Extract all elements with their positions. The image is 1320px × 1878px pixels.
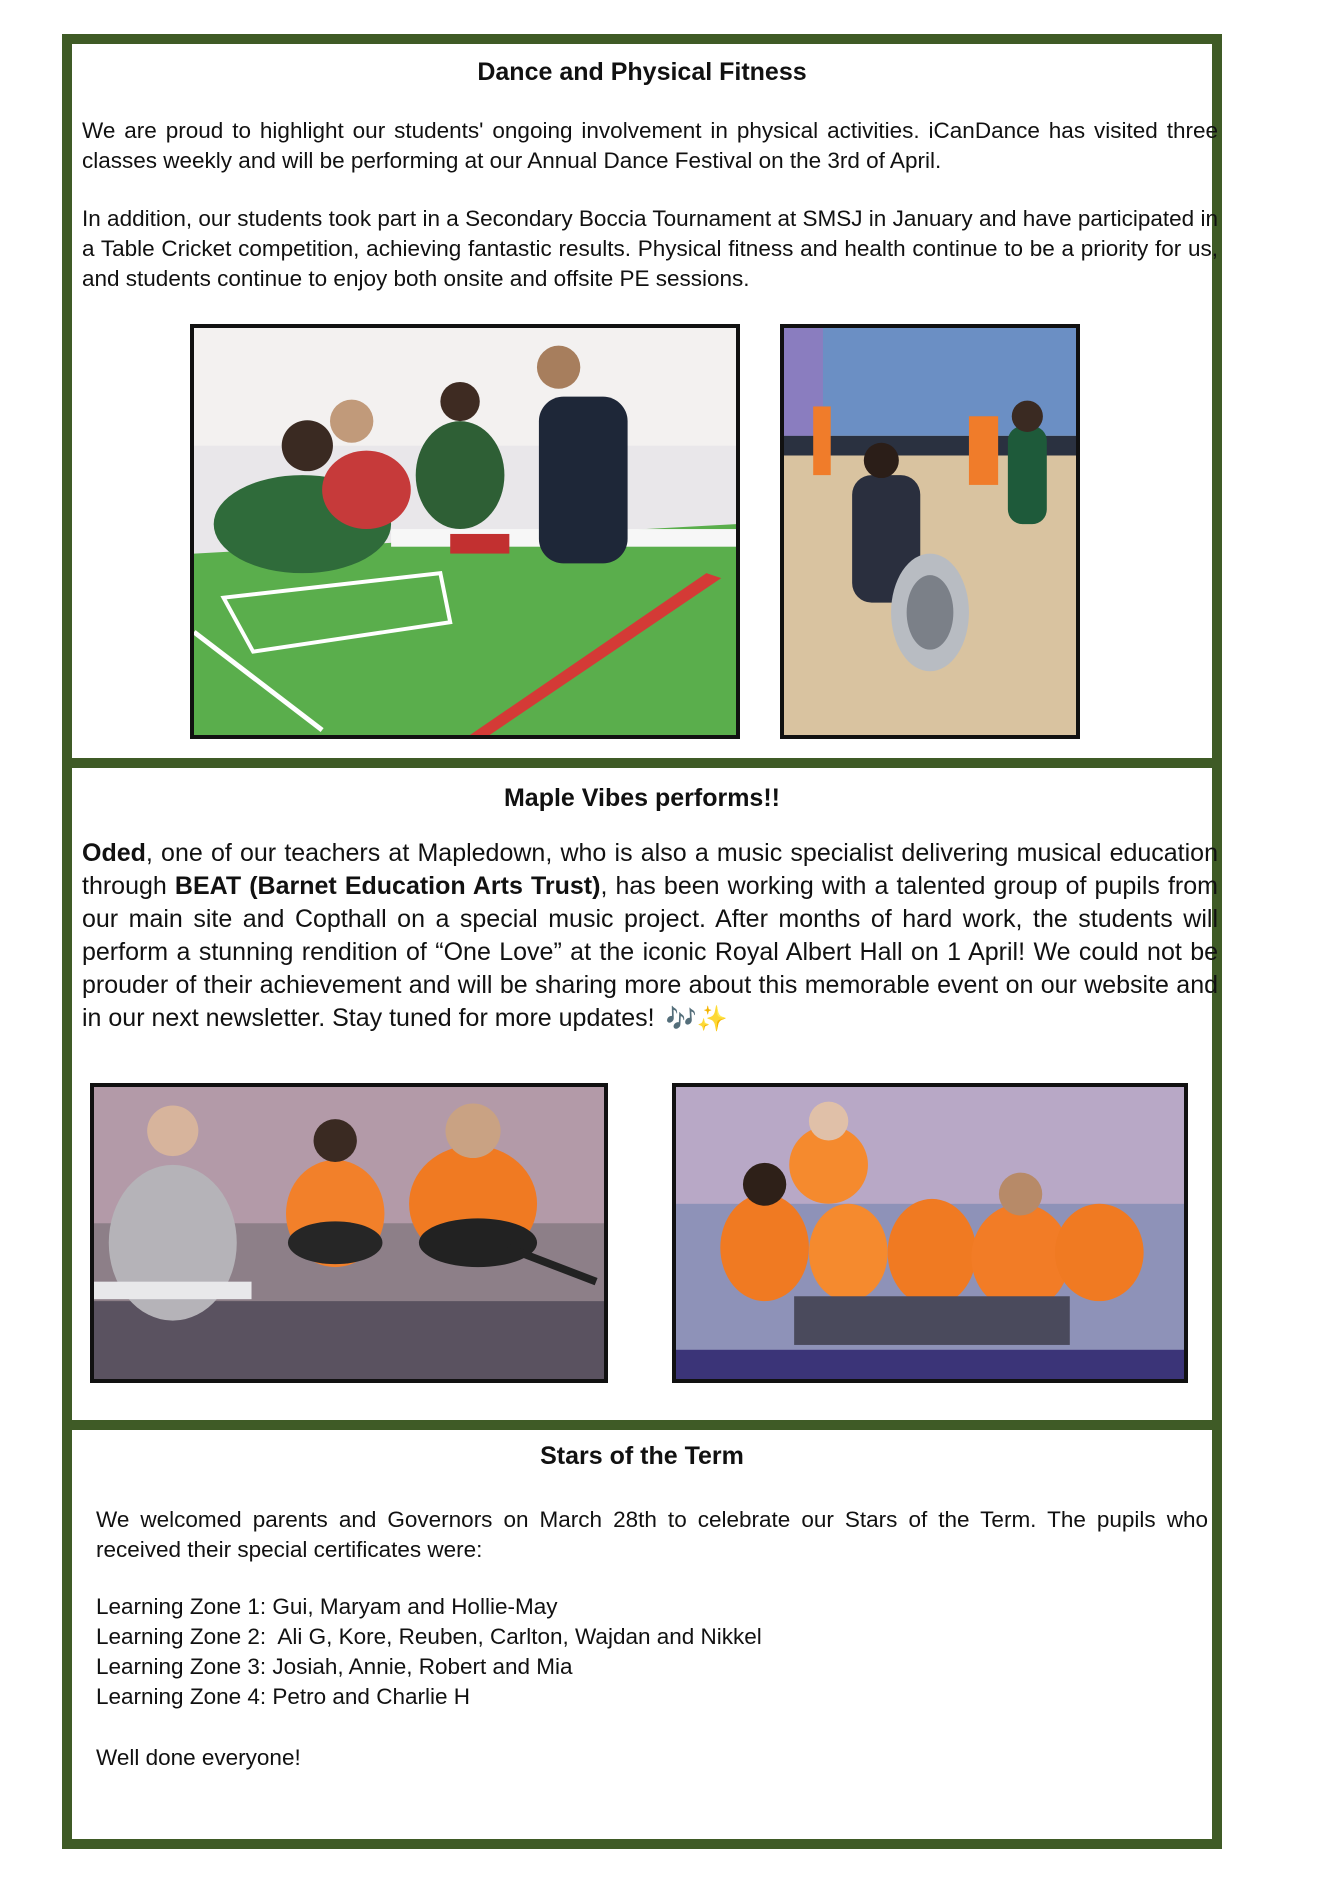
- maple-text-a: , one of our teachers at Mapledown, who is also a music specialist delivering musical education through: [82, 839, 1218, 900]
- stars-intro: We welcomed parents and Governors on March 28th to celebrate our Stars of the Term. The pupils who received their special certificates were:: [96, 1507, 1208, 1562]
- rowing-machine-photo: [780, 324, 1080, 739]
- zone-3-line: Learning Zone 3: Josiah, Annie, Robert and Mia: [96, 1654, 573, 1679]
- maple-vibes-section: [62, 758, 1222, 1430]
- maple-text-b: , has been working with a talented group of pupils from our main site and Copthall on a special music project. After months of hard work, the students will perform a stunning rendition of “One Love” at the iconic Royal Albert Hall on 1 April! We could not be prouder of their achievement and will be sharing more about this memorable event on our website and in our next newsletter. Stay tuned for more updates!: [82, 872, 1218, 1032]
- stars-title: Stars of the Term: [540, 1442, 744, 1470]
- zone-4-line: Learning Zone 4: Petro and Charlie H: [96, 1684, 470, 1709]
- zone-1-line: Learning Zone 1: Gui, Maryam and Hollie-May: [96, 1594, 558, 1619]
- dance-fitness-section: [62, 34, 1222, 768]
- dance-fitness-title: Dance and Physical Fitness: [477, 58, 807, 86]
- stars-of-term-section: [62, 1420, 1222, 1849]
- music-sparkle-emoji: 🎶✨: [665, 1004, 728, 1033]
- choir-performance-photo: [672, 1083, 1188, 1383]
- beat-organisation: BEAT (Barnet Education Arts Trust): [174, 872, 601, 900]
- dance-paragraph-1: We are proud to highlight our students' ongoing involvement in physical activities. iCanDance has visited three classes weekly and will be performing at our Annual Dance Festival on the 3rd of April.: [82, 118, 1218, 173]
- maple-vibes-paragraph: [82, 837, 1218, 1036]
- zone-2-line: Learning Zone 2: Ali G, Kore, Reuben, Carlton, Wajdan and Nikkel: [96, 1624, 762, 1649]
- table-cricket-photo: [190, 324, 740, 739]
- maple-vibes-title: Maple Vibes performs!!: [503, 784, 780, 812]
- teacher-name: Oded: [82, 839, 146, 867]
- dance-paragraph-2: In addition, our students took part in a Secondary Boccia Tournament at SMSJ in January and have participated in a Table Cricket competition, achieving fantastic results. Physical fitness and health continue to be a priority for us, and students continue to enjoy both onsite and offsite PE sessions.: [82, 206, 1218, 291]
- stars-closing: Well done everyone!: [96, 1745, 301, 1770]
- guitar-lesson-photo: [90, 1083, 608, 1383]
